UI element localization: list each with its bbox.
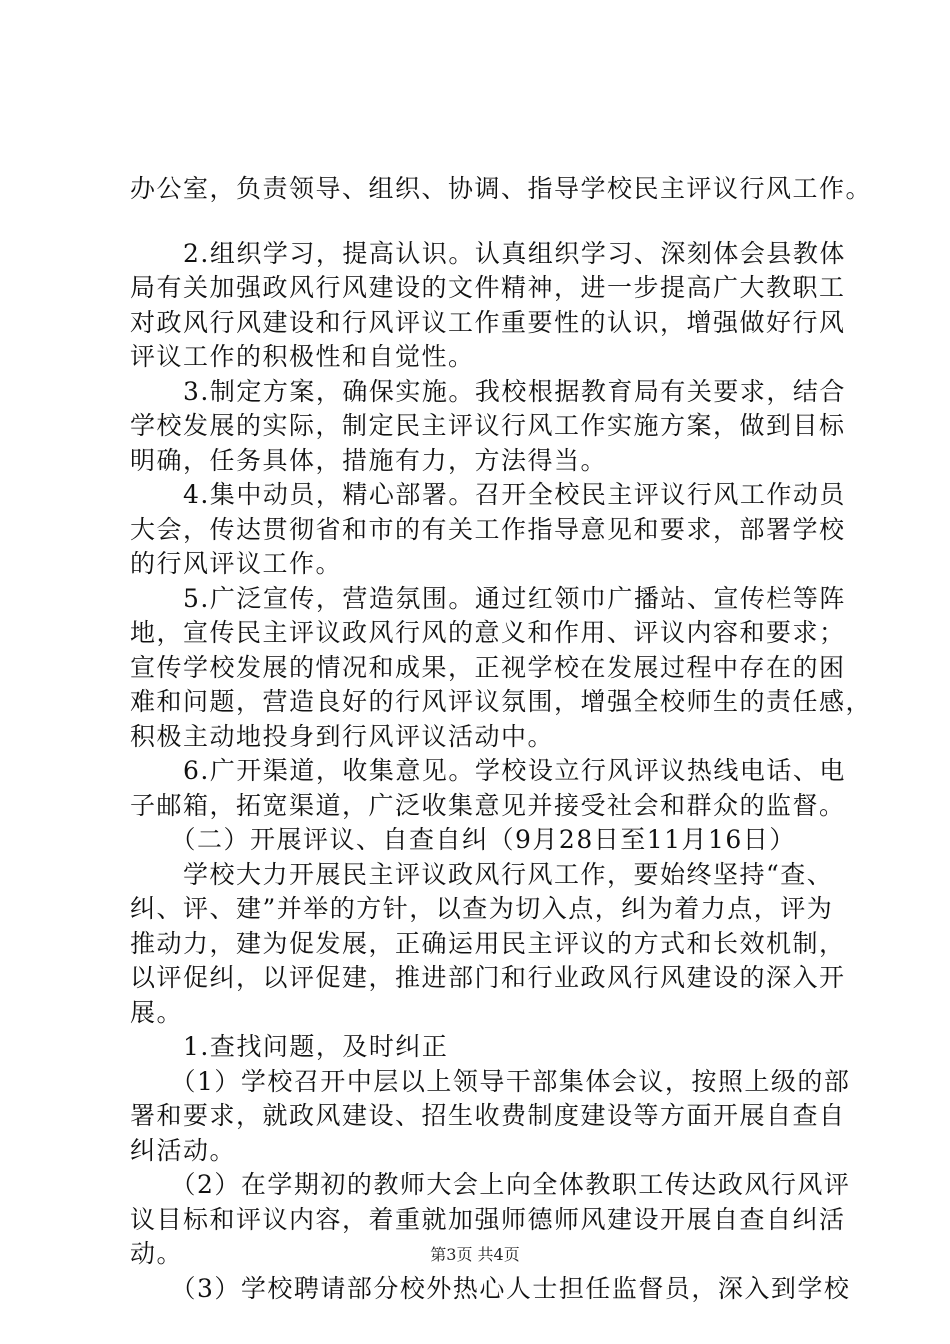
text-line: 以评促纠，以评促建，推进部门和行业政风行风建设的深入开 xyxy=(130,963,846,992)
text-line: 展。 xyxy=(130,997,184,1027)
text-line: 大会，传达贯彻省和市的有关工作指导意见和要求，部署学校 xyxy=(130,514,846,544)
text-line: 4.集中动员，精心部署。召开全校民主评议行风工作动员 xyxy=(130,480,846,509)
text-line: 局有关加强政风行风建设的文件精神，进一步提高广大教职工 xyxy=(130,273,846,302)
text-line: 3.制定方案，确保实施。我校根据教育局有关要求，结合 xyxy=(130,376,846,406)
text-line: 积极主动地投身到行风评议活动中。 xyxy=(130,721,555,751)
text-line: 明确，任务具体，措施有力，方法得当。 xyxy=(130,445,608,475)
section-heading: （二）开展评议、自查自纠（9月28日至11月16日） xyxy=(130,825,796,854)
text-line: 5.广泛宣传，营造氛围。通过红领巾广播站、宣传栏等阵 xyxy=(130,583,846,613)
text-line: 子邮箱，拓宽渠道，广泛收集意见并接受社会和群众的监督。 xyxy=(130,790,846,820)
text-line: 难和问题，营造良好的行风评议氛围，增强全校师生的责任感， xyxy=(130,687,873,716)
text-line: 纠活动。 xyxy=(130,1135,237,1165)
text-line: 学校大力开展民主评议政风行风工作，要始终坚持“查、 xyxy=(130,859,834,889)
text-line: 办公室，负责领导、组织、协调、指导学校民主评议行风工作。 xyxy=(130,174,873,203)
document-body xyxy=(130,172,873,1306)
text-line: 6.广开渠道，收集意见。学校设立行风评议热线电话、电 xyxy=(130,756,846,785)
text-line: （3）学校聘请部分校外热心人士担任监督员，深入到学校 xyxy=(130,1273,851,1303)
text-line: 推动力，建为促发展，正确运用民主评议的方式和长效机制， xyxy=(130,928,846,958)
text-line: 2.组织学习，提高认识。认真组织学习、深刻体会县教体 xyxy=(130,238,846,268)
text-line: 纠、评、建”并举的方针，以查为切入点，纠为着力点，评为 xyxy=(130,894,834,923)
text-line: 署和要求，就政风建设、招生收费制度建设等方面开展自查自 xyxy=(130,1101,846,1130)
blank-line xyxy=(130,207,830,237)
text-line: 评议工作的积极性和自觉性。 xyxy=(130,342,475,371)
text-line: 动。 xyxy=(130,1239,184,1268)
text-line: 宣传学校发展的情况和成果，正视学校在发展过程中存在的困 xyxy=(130,652,846,682)
text-line: （2）在学期初的教师大会上向全体教职工传达政风行风评 xyxy=(130,1170,851,1199)
text-line: （1）学校召开中层以上领导干部集体会议，按照上级的部 xyxy=(130,1066,851,1096)
subsection-heading: 1.查找问题，及时纠正 xyxy=(130,1032,449,1061)
text-line: 的行风评议工作。 xyxy=(130,549,343,578)
text-line: 地，宣传民主评议政风行风的意义和作用、评议内容和要求； xyxy=(130,618,846,647)
text-line: 学校发展的实际，制定民主评议行风工作实施方案，做到目标 xyxy=(130,411,846,440)
text-line: 议目标和评议内容，着重就加强师德师风建设开展自查自纠活 xyxy=(130,1204,846,1234)
page-footer xyxy=(0,1245,950,1265)
text-line: 对政风行风建设和行风评议工作重要性的认识，增强做好行风 xyxy=(130,307,846,337)
page-number: 第3页 共4页 xyxy=(430,1245,520,1264)
